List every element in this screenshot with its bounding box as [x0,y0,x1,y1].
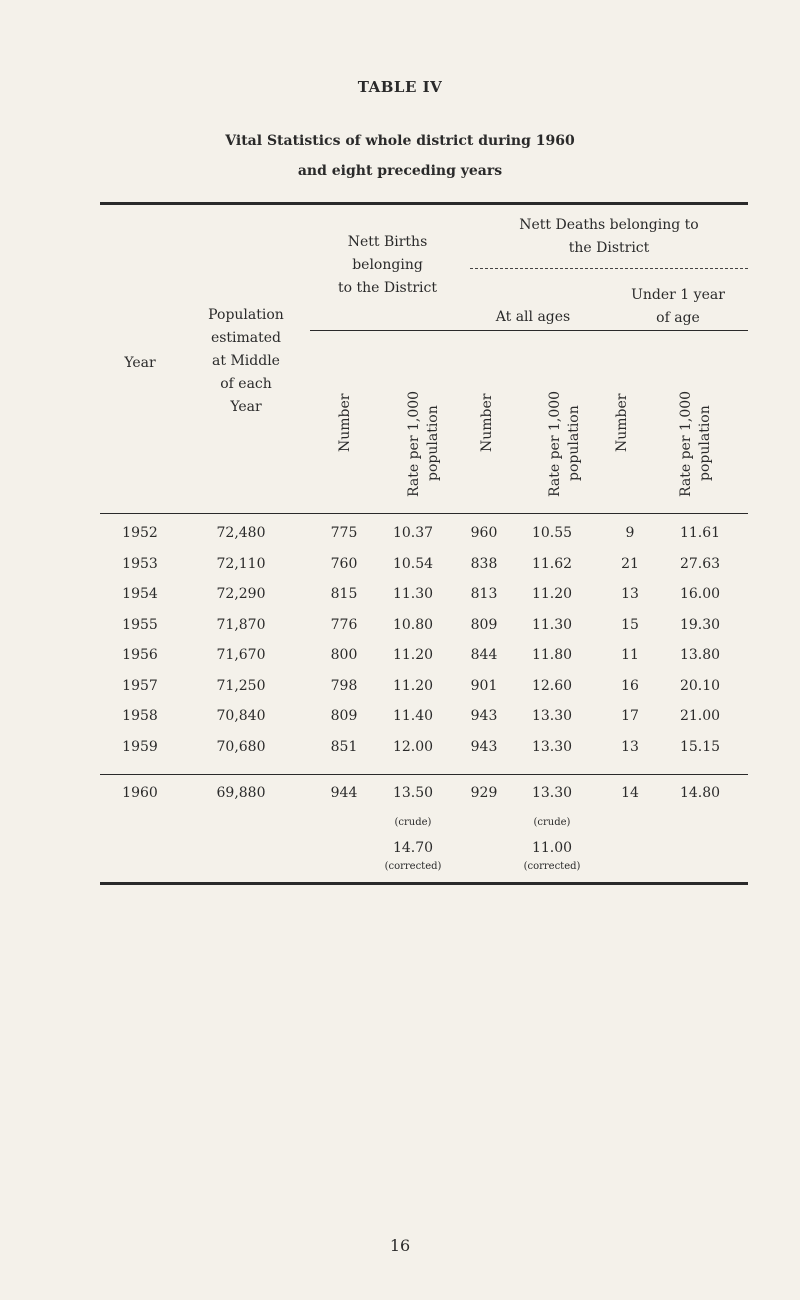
cell-births-number: 760 [330,555,358,572]
table-row [100,584,748,615]
cell-births-rate: 11.20 [392,647,434,663]
cell-infant-rate: 20.10 [679,677,721,694]
page-number: 16 [389,1236,411,1255]
cell-population: 71,870 [216,616,266,633]
header-deaths-rate-line-1: Rate per 1,000 [547,390,563,497]
cell-infant-number: 15 [621,616,639,633]
table-title: TABLE IV [357,78,443,96]
cell-deaths-rate: 11.20 [531,586,573,602]
cell-deaths-number: 943 [470,708,498,724]
subheader-rule [310,330,748,331]
cell-population: 71,670 [216,647,266,663]
subtitle-line-1: Vital Statistics of whole district during 1960 [225,133,575,149]
cell-infant-rate: 15.15 [679,738,721,755]
table-row [100,523,748,554]
cell-infant-number: 11 [621,647,639,663]
cell-births-number: 809 [330,708,358,724]
cell-births-rate: 10.37 [392,525,434,541]
cell-population: 69,880 [216,785,266,801]
table-row [100,676,748,707]
bottom-rule [100,882,748,885]
header-births-rate [405,353,445,497]
header-infant-rate-line-1: Rate per 1,000 [678,390,694,497]
header-bottom-rule [100,513,748,514]
births-corrected-rate: 14.70 [392,840,434,856]
cell-infant-number: 13 [621,738,639,755]
cell-births-number: 944 [330,785,358,801]
header-births-line-3: to the District [337,280,438,296]
cell-infant-rate: 13.80 [679,647,721,663]
header-population [186,304,306,419]
cell-infant-number: 9 [625,525,635,541]
cell-births-number: 800 [330,647,358,663]
header-infant-number: Number [614,393,630,452]
header-year: Year [124,355,156,371]
cell-year: 1956 [122,647,158,663]
cell-infant-rate: 16.00 [679,586,721,602]
cell-births-number: 851 [330,738,358,755]
cell-infant-rate: 21.00 [679,708,721,724]
cell-births-rate: 10.80 [392,616,434,633]
header-births-line-1: Nett Births [347,234,428,250]
cell-infant-rate: 27.63 [679,555,721,572]
cell-births-number: 798 [330,677,358,694]
cell-births-number: 775 [330,525,358,541]
deaths-corrected-note: (corrected) [523,861,581,872]
cell-year: 1958 [122,708,158,724]
header-births-number: Number [337,393,353,452]
cell-deaths-rate: 11.62 [531,555,573,572]
header-deaths-line-2: the District [568,240,650,256]
cell-births-rate: 10.54 [392,555,434,572]
cell-year: 1955 [122,616,158,633]
header-births-line-2: belonging [352,257,423,273]
cell-infant-rate: 11.61 [679,525,721,541]
table-row-current [100,783,748,805]
cell-deaths-number: 960 [470,525,498,541]
cell-births-rate: 12.00 [392,738,434,755]
cell-deaths-rate: 10.55 [531,525,573,541]
header-population-line-2: estimated [210,330,282,346]
cell-infant-rate: 14.80 [679,785,721,801]
cell-infant-number: 16 [621,677,639,694]
cell-deaths-rate: 13.30 [531,738,573,755]
cell-births-number: 776 [330,616,358,633]
table-row [100,645,748,676]
births-crude-note: (crude) [394,817,432,828]
cell-population: 72,110 [216,555,266,572]
cell-births-rate: 13.50 [392,785,434,801]
header-births-rate-line-1: Rate per 1,000 [406,390,422,497]
cell-deaths-rate: 11.30 [531,616,573,633]
header-infant-rate [677,353,717,497]
header-births-rate-line-2: population [425,405,441,481]
cell-population: 70,680 [216,738,266,755]
cell-deaths-number: 844 [470,647,498,663]
cell-year: 1952 [122,525,158,541]
cell-year: 1959 [122,738,158,755]
cell-births-rate: 11.30 [392,586,434,602]
header-deaths-rate-line-2: population [566,405,582,481]
header-infant-rate-line-2: population [697,405,713,481]
subtitle-line-2: and eight preceding years [297,163,503,179]
table-body [100,523,748,767]
header-population-line-5: Year [230,399,262,415]
header-deaths-line-1: Nett Deaths belonging to [519,217,699,233]
cell-deaths-rate: 12.60 [531,677,573,694]
cell-year: 1954 [122,586,158,602]
deaths-corrected-rate: 11.00 [531,840,573,856]
header-births-group [310,231,465,300]
cell-deaths-number: 838 [470,555,498,572]
cell-infant-number: 17 [621,708,639,724]
header-population-line-4: of each [220,376,272,392]
cell-population: 71,250 [216,677,266,694]
cell-population: 72,290 [216,586,266,602]
cell-deaths-number: 901 [470,677,498,694]
header-under-one-line-1: Under 1 year [631,287,725,303]
cell-births-number: 815 [330,586,358,602]
header-deaths-rate [546,353,586,497]
cell-population: 70,840 [216,708,266,724]
cell-deaths-rate: 13.30 [531,785,573,801]
header-all-ages: At all ages [495,309,571,325]
cell-infant-rate: 19.30 [679,616,721,633]
table-row [100,706,748,737]
cell-infant-number: 13 [621,586,639,602]
table-row [100,737,748,768]
header-deaths-group [470,214,748,260]
cell-deaths-rate: 11.80 [531,647,573,663]
cell-infant-number: 14 [621,785,639,801]
cell-deaths-number: 943 [470,738,498,755]
deaths-group-rule [470,268,748,269]
cell-deaths-number: 929 [470,785,498,801]
cell-year: 1957 [122,677,158,694]
births-corrected-note: (corrected) [384,861,442,872]
deaths-crude-note: (crude) [533,817,571,828]
header-deaths-number: Number [479,393,495,452]
table-row [100,554,748,585]
header-population-line-3: at Middle [212,353,280,369]
cell-year: 1953 [122,555,158,572]
summary-rule [100,774,748,775]
header-under-one-line-2: of age [656,310,700,326]
cell-births-rate: 11.20 [392,677,434,694]
table-row [100,615,748,646]
cell-births-rate: 11.40 [392,708,434,724]
cell-deaths-number: 809 [470,616,498,633]
header-population-line-1: Population [208,307,284,323]
cell-year: 1960 [122,785,158,801]
header-under-one [608,284,748,330]
cell-population: 72,480 [216,525,266,541]
cell-deaths-number: 813 [470,586,498,602]
cell-deaths-rate: 13.30 [531,708,573,724]
cell-infant-number: 21 [621,555,639,572]
table-subtitle [0,126,800,186]
top-rule [100,202,748,205]
